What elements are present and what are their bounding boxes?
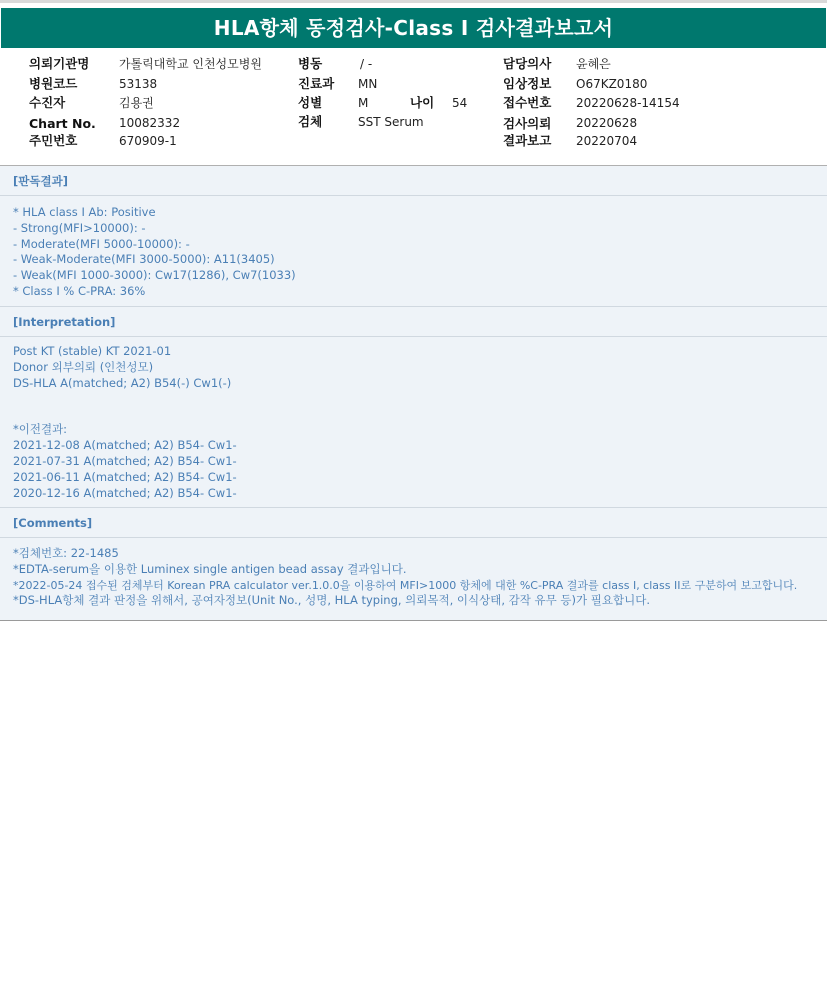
request-date-value: 20220628 xyxy=(576,116,638,130)
result-line: - Weak-Moderate(MFI 3000-5000): A11(3405) xyxy=(13,252,275,267)
age-value: 54 xyxy=(452,96,468,110)
previous-result-line: 2020-12-16 A(matched; A2) B54- Cw1- xyxy=(13,485,237,500)
report-bottom-border xyxy=(0,620,827,621)
physician-label: 담당의사 xyxy=(503,56,552,71)
previous-results-heading: *이전결과: xyxy=(13,422,68,437)
clinical-info-label: 임상정보 xyxy=(503,76,552,91)
interpretation-line: Post KT (stable) KT 2021-01 xyxy=(13,344,172,358)
sex-label: 성별 xyxy=(298,95,323,110)
institution-label: 의뢰기관명 xyxy=(29,56,90,71)
report-date-value: 20220704 xyxy=(576,134,638,148)
report-title: HLA항체 동정검사-Class I 검사결과보고서 xyxy=(1,8,826,48)
comments-section-title: [Comments] xyxy=(0,508,827,538)
physician-value: 윤혜은 xyxy=(576,57,611,71)
report-body xyxy=(0,166,827,620)
result-line: - Strong(MFI>10000): - xyxy=(13,220,146,235)
specimen-label: 검체 xyxy=(298,114,323,129)
chart-no-value: 10082332 xyxy=(119,116,181,130)
result-line: - Moderate(MFI 5000-10000): - xyxy=(13,236,190,251)
top-border xyxy=(0,0,827,3)
institution-value: 가톨릭대학교 인천성모병원 xyxy=(119,57,262,71)
result-section-body xyxy=(13,205,296,300)
comments-section-body xyxy=(13,546,797,609)
sex-value: M xyxy=(358,96,369,110)
comment-line: *2022-05-24 접수된 검체부터 Korean PRA calculator ver.1.0.0을 이용하여 MFI>1000 항체에 대한 %C-PRA 결과를 class I, class II로 구분하여 보고합니다. xyxy=(13,578,798,592)
ward-label: 병동 xyxy=(298,56,323,71)
request-date-label: 검사의뢰 xyxy=(503,116,552,131)
interpretation-section-body xyxy=(13,344,237,501)
specimen-value: SST Serum xyxy=(358,115,424,129)
hospital-code-label: 병원코드 xyxy=(29,76,78,91)
result-line: - Weak(MFI 1000-3000): Cw17(1286), Cw7(1033) xyxy=(13,268,296,283)
comment-line: *EDTA-serum을 이용한 Luminex single antigen bead assay 결과입니다. xyxy=(13,561,407,576)
department-label: 진료과 xyxy=(298,76,335,91)
clinical-info-value: O67KZ0180 xyxy=(576,77,648,91)
patient-info-header xyxy=(0,48,827,166)
result-line: * Class I % C-PRA: 36% xyxy=(13,283,146,298)
comment-line: *DS-HLA항체 결과 판정을 위해서, 공여자정보(Unit No., 성명, HLA typing, 의뢰목적, 이식상태, 감작 유무 등)가 필요합니다. xyxy=(13,593,650,608)
interpretation-line: Donor 외부의뢰 (인천성모) xyxy=(13,359,154,374)
previous-result-line: 2021-07-31 A(matched; A2) B54- Cw1- xyxy=(13,453,237,468)
result-section-title: [판독결과] xyxy=(0,166,827,196)
previous-result-line: 2021-06-11 A(matched; A2) B54- Cw1- xyxy=(13,469,237,484)
ward-value: / - xyxy=(360,57,373,71)
department-value: MN xyxy=(358,77,378,91)
previous-result-line: 2021-12-08 A(matched; A2) B54- Cw1- xyxy=(13,438,237,453)
patient-label: 수진자 xyxy=(29,95,66,110)
chart-no-label: Chart No. xyxy=(29,116,96,131)
hospital-code-value: 53138 xyxy=(119,77,158,91)
resident-no-value: 670909-1 xyxy=(119,134,177,148)
comment-line: *검체번호: 22-1485 xyxy=(13,546,119,560)
report-date-label: 결과보고 xyxy=(503,133,552,148)
patient-value: 김용권 xyxy=(119,96,154,110)
age-label: 나이 xyxy=(410,95,435,110)
interpretation-line: DS-HLA A(matched; A2) B54(-) Cw1(-) xyxy=(13,375,232,390)
accession-no-label: 접수번호 xyxy=(503,95,552,110)
interpretation-section-title: [Interpretation] xyxy=(0,307,827,337)
resident-no-label: 주민번호 xyxy=(29,133,78,148)
accession-no-value: 20220628-14154 xyxy=(576,96,680,110)
result-line: * HLA class I Ab: Positive xyxy=(13,205,156,219)
